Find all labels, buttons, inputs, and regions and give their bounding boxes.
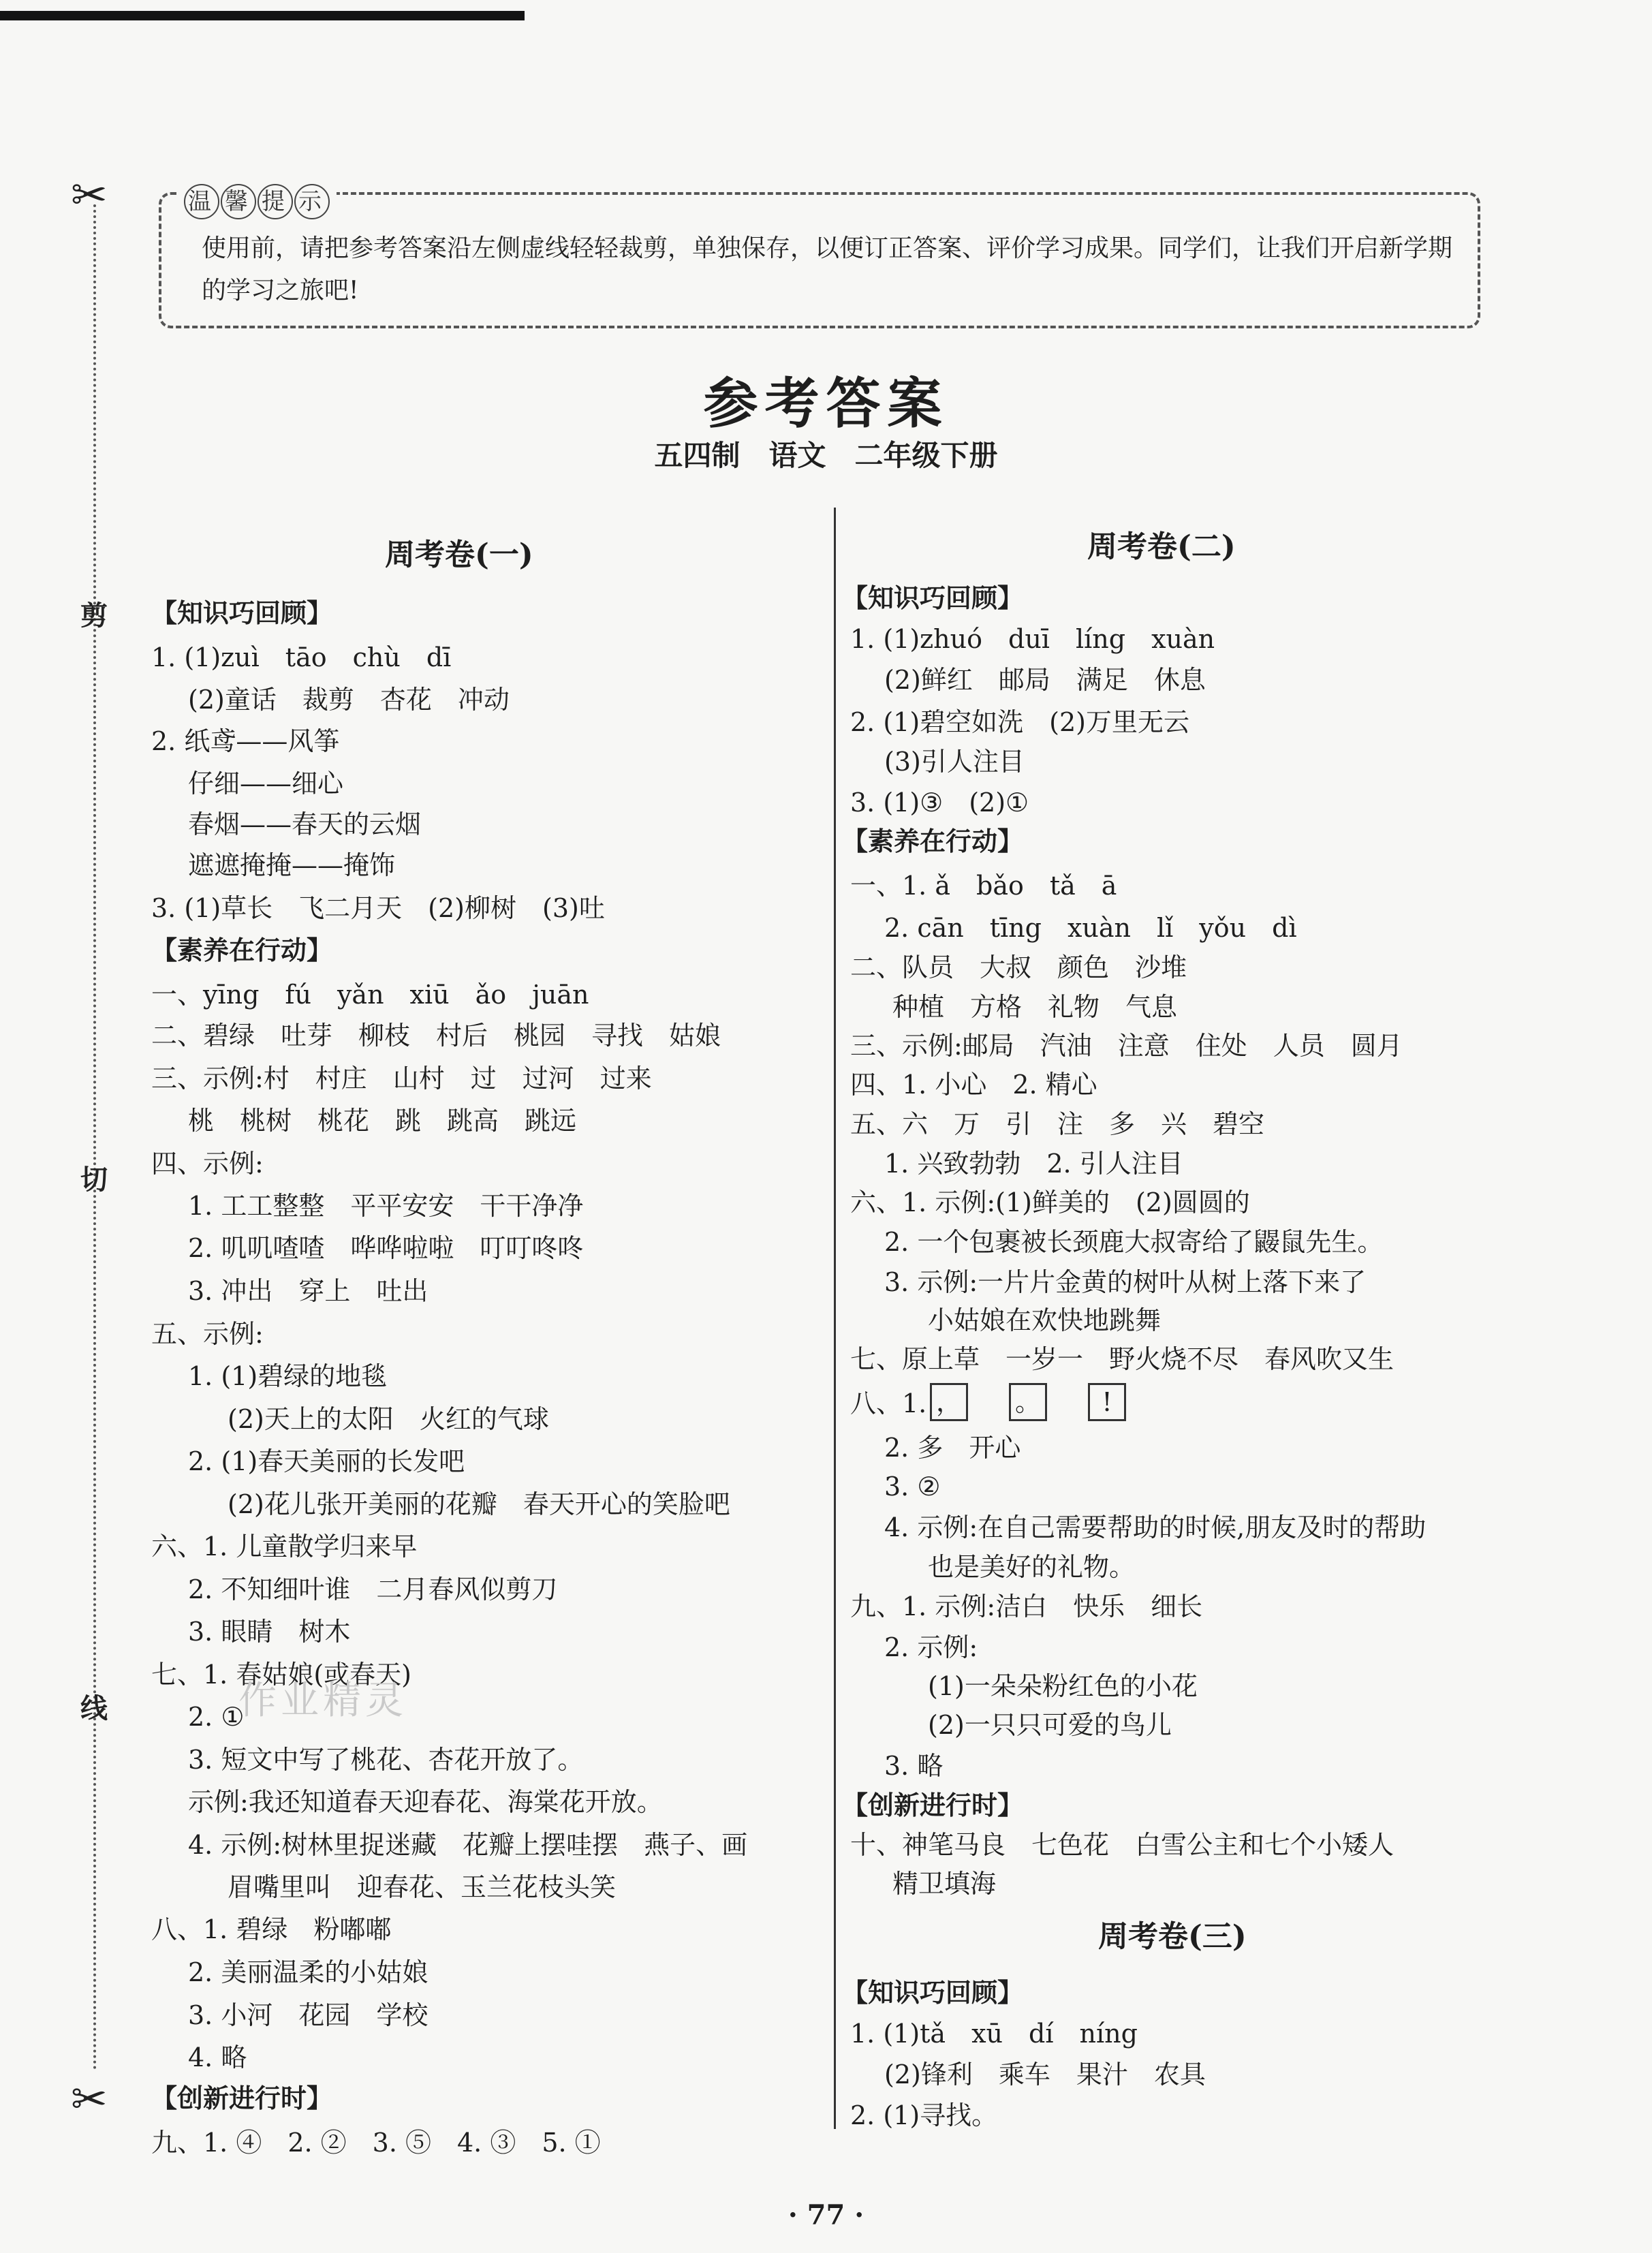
answer-line: 2. 多 开心 xyxy=(884,1433,1021,1463)
answer-line: 仔细——细心 xyxy=(188,768,344,798)
answer-line: 二、队员 大叔 颜色 沙堆 xyxy=(850,952,1187,982)
answer-line: 遮遮掩掩——掩饰 xyxy=(188,850,396,880)
answer-line: 二、碧绿 吐芽 柳枝 村后 桃园 寻找 姑娘 xyxy=(151,1021,721,1051)
answer-line: (2)一只只可爱的鸟儿 xyxy=(928,1710,1172,1740)
section-title-week1: 周考卷(一) xyxy=(385,538,533,572)
answer-line: (3)引人注目 xyxy=(884,747,1025,777)
cut-word-1: 剪 xyxy=(80,600,108,632)
answer-line: 3. 小河 花园 学校 xyxy=(188,2000,428,2030)
answer-line: 种植 方格 礼物 气息 xyxy=(892,992,1178,1022)
answer-line: 桃 桃树 桃花 跳 跳高 跳远 xyxy=(188,1106,577,1136)
answer-line: 三、示例:邮局 汽油 注意 住处 人员 圆月 xyxy=(850,1031,1403,1061)
tip-label xyxy=(178,184,337,219)
tip-label-char: 馨 xyxy=(221,184,256,219)
answer-line: 示例:我还知道春天迎春花、海棠花开放。 xyxy=(188,1787,663,1817)
answer-line: 五、示例: xyxy=(151,1319,264,1349)
answer-line: 十、神笔马良 七色花 白雪公主和七个小矮人 xyxy=(850,1830,1394,1860)
answer-line: 八、1. 碧绿 粉嘟嘟 xyxy=(151,1914,392,1944)
section-title-week3: 周考卷(三) xyxy=(1098,1919,1247,1954)
answer-line: 2. cān tīng xuàn lǐ yǒu dì xyxy=(884,913,1297,943)
page-subtitle: 五四制 语文 二年级下册 xyxy=(654,439,998,472)
answer-line: (2)童话 裁剪 杏花 冲动 xyxy=(188,685,510,715)
punctuation-box: 。 xyxy=(1009,1383,1047,1421)
answer-line: 小姑娘在欢快地跳舞 xyxy=(928,1305,1162,1335)
answer-line: 五、六 万 引 注 多 兴 碧空 xyxy=(850,1109,1265,1139)
answer-line: 3. 眼睛 树木 xyxy=(188,1617,351,1647)
answer-line: 2. 美丽温柔的小姑娘 xyxy=(188,1957,428,1987)
answer-line: 3. ② xyxy=(884,1472,941,1502)
punctuation-boxes xyxy=(930,1383,1167,1421)
tip-text: 使用前，请把参考答案沿左侧虚线轻轻裁剪，单独保存，以便订正答案、评价学习成果。同学们，让我们开启新学期的学习之旅吧! xyxy=(202,234,1453,305)
answer-line: 七、原上草 一岁一 野火烧不尽 春风吹又生 xyxy=(850,1344,1394,1374)
answer-line: 1. 兴致勃勃 2. 引人注目 xyxy=(884,1149,1183,1179)
answer-line: 4. 略 xyxy=(188,2042,247,2072)
answer-line: 2. 叽叽喳喳 哗哗啦啦 叮叮咚咚 xyxy=(188,1233,584,1263)
answer-line: 2. 示例: xyxy=(884,1632,978,1662)
scissors-icon: ✂ xyxy=(71,2075,108,2125)
answer-line: 4. 示例:树林里捉迷藏 花瓣上摆哇摆 燕子、画 xyxy=(188,1830,748,1860)
answer-line: (1)一朵朵粉红色的小花 xyxy=(928,1671,1198,1701)
section-heading: 【素养在行动】 xyxy=(842,826,1024,856)
tip-label-char: 示 xyxy=(294,184,330,219)
answer-line: 六、1. 儿童散学归来早 xyxy=(151,1532,418,1561)
answer-line: 2. (1)春天美丽的长发吧 xyxy=(188,1446,465,1476)
top-edge-bar xyxy=(0,11,525,20)
column-divider xyxy=(834,508,836,2129)
answer-line: 3. (1)③ (2)① xyxy=(850,788,1029,818)
cut-word-2: 切 xyxy=(80,1164,108,1196)
answer-line: 九、1. ④ 2. ② 3. ⑤ 4. ③ 5. ① xyxy=(151,2128,601,2158)
section-heading: 【创新进行时】 xyxy=(151,2083,333,2113)
answer-line: 三、示例:村 村庄 山村 过 过河 过来 xyxy=(151,1063,652,1093)
answer-line: (2)花儿张开美丽的花瓣 春天开心的笑脸吧 xyxy=(228,1489,730,1519)
tip-label-char: 提 xyxy=(258,184,293,219)
answer-line: 四、1. 小心 2. 精心 xyxy=(850,1070,1097,1100)
cut-line xyxy=(93,204,96,2071)
scissors-icon: ✂ xyxy=(71,170,108,221)
punctuation-box: ， xyxy=(930,1383,968,1421)
answer-line: 九、1. 示例:洁白 快乐 细长 xyxy=(850,1591,1203,1621)
cut-word-3: 线 xyxy=(80,1692,108,1724)
answer-line: 4. 示例:在自己需要帮助的时候,朋友及时的帮助 xyxy=(884,1512,1427,1542)
answer-line: 七、1. 春姑娘(或春天) xyxy=(151,1660,411,1690)
answer-line: 四、示例: xyxy=(151,1149,264,1179)
answer-line: 3. (1)草长 飞二月天 (2)柳树 (3)吐 xyxy=(151,893,605,923)
section-heading: 【知识巧回顾】 xyxy=(151,597,333,628)
section-heading: 【知识巧回顾】 xyxy=(842,1977,1024,2008)
answer-line: 六、1. 示例:(1)鲜美的 (2)圆圆的 xyxy=(850,1187,1250,1217)
answer-line: 春烟——春天的云烟 xyxy=(188,809,422,839)
answer-line: 八、1. xyxy=(850,1388,927,1418)
section-heading: 【创新进行时】 xyxy=(842,1790,1024,1820)
answer-line: 1. (1)碧绿的地毯 xyxy=(188,1361,388,1391)
answer-line: (2)天上的太阳 火红的气球 xyxy=(228,1404,549,1434)
answer-line: 2. (1)碧空如洗 (2)万里无云 xyxy=(850,707,1189,737)
answer-line: 1. (1)zhuó duī líng xuàn xyxy=(850,624,1215,654)
answer-line: 一、yīng fú yǎn xiū ǎo juān xyxy=(151,980,589,1010)
section-title-week2: 周考卷(二) xyxy=(1087,529,1236,564)
answer-line: 3. 短文中写了桃花、杏花开放了。 xyxy=(188,1745,584,1775)
answer-line: 也是美好的礼物。 xyxy=(928,1552,1136,1582)
answer-line: 3. 冲出 穿上 吐出 xyxy=(188,1276,428,1306)
answer-line: (2)锋利 乘车 果汁 农具 xyxy=(884,2060,1206,2089)
answer-line: 1. (1)zuì tāo chù dī xyxy=(151,642,452,672)
answer-line: 2. ① xyxy=(188,1702,245,1732)
answer-line: 3. 略 xyxy=(884,1751,944,1781)
section-heading: 【知识巧回顾】 xyxy=(842,582,1024,613)
punctuation-box: ! xyxy=(1088,1383,1126,1421)
page-title: 参考答案 xyxy=(703,371,949,435)
answer-line: 一、1. ǎ bǎo tǎ ā xyxy=(850,871,1117,901)
page-number: · 77 · xyxy=(788,2199,864,2231)
answer-line: 精卫填海 xyxy=(892,1869,997,1899)
answer-line: 1. 工工整整 平平安安 干干净净 xyxy=(188,1191,584,1221)
answer-line: 2. 纸鸢——风筝 xyxy=(151,726,340,756)
answer-line: 眉嘴里叫 迎春花、玉兰花枝头笑 xyxy=(228,1872,617,1902)
section-heading: 【素养在行动】 xyxy=(151,935,333,965)
answer-line: 2. 一个包裹被长颈鹿大叔寄给了鼹鼠先生。 xyxy=(884,1227,1384,1257)
answer-line: 3. 示例:一片片金黄的树叶从树上落下来了 xyxy=(884,1267,1367,1297)
watermark: 作业精灵 xyxy=(238,1679,407,1723)
answer-line: 2. (1)寻找。 xyxy=(850,2100,998,2130)
answer-line: (2)鲜红 邮局 满足 休息 xyxy=(884,665,1206,695)
answer-line: 2. 不知细叶谁 二月春风似剪刀 xyxy=(188,1574,558,1604)
tip-label-char: 温 xyxy=(184,184,219,219)
answer-line: 1. (1)tǎ xū dí níng xyxy=(850,2019,1138,2049)
